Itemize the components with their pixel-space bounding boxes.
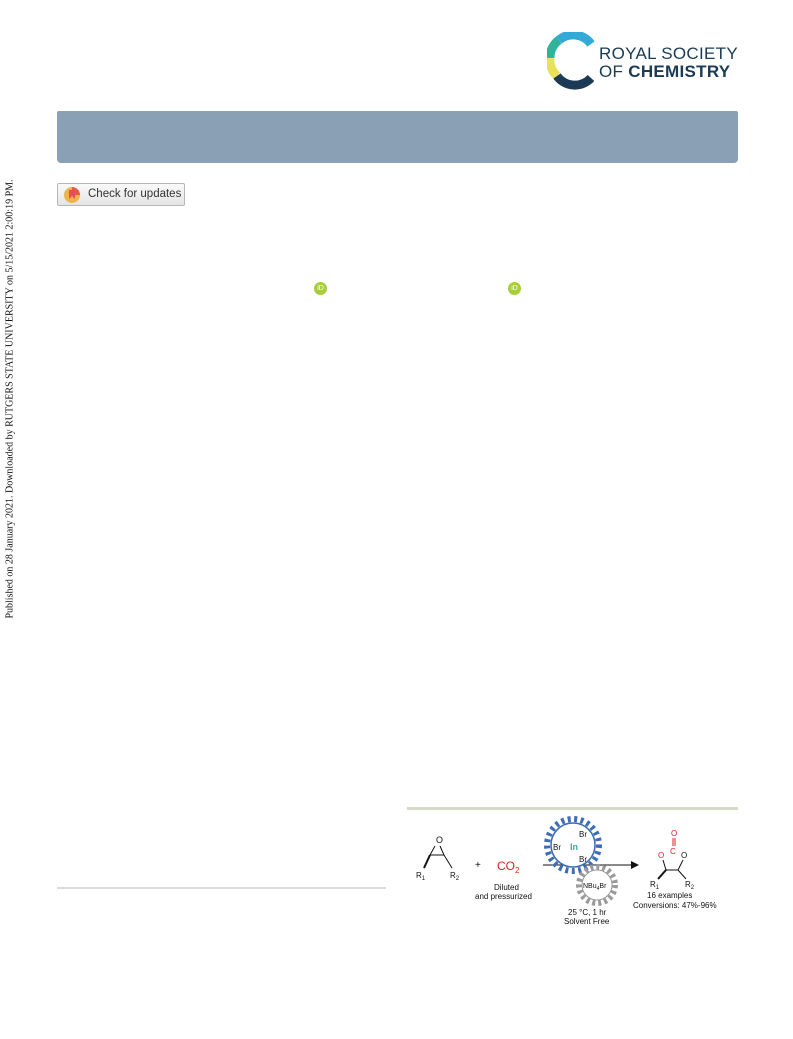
epoxide-structure (416, 835, 460, 882)
indium-catalyst (547, 819, 599, 871)
co2-note-1: Diluted (494, 883, 519, 892)
product-ring-oxygen-left: O (658, 851, 665, 860)
reaction-conditions-1: 25 °C, 1 hr (568, 908, 607, 917)
orcid-icon[interactable]: iD (508, 282, 521, 295)
examples-count: 16 examples (647, 891, 693, 900)
publisher-line-2: OF CHEMISTRY (599, 62, 731, 81)
catalyst-br-bottom: Br (579, 855, 587, 864)
rsc-logo[interactable] (547, 32, 742, 90)
header-banner (57, 111, 738, 163)
catalyst-br-left: Br (553, 843, 561, 852)
plus-sign: + (475, 860, 481, 871)
co2-note-2: and pressurized (475, 892, 532, 901)
download-notice (2, 160, 18, 638)
check-for-updates-button[interactable] (57, 183, 185, 206)
epoxide-r1: $R_1$ (416, 871, 426, 882)
epoxide-r2: $R_2$ (450, 871, 460, 882)
graphical-abstract-rule (407, 807, 738, 810)
catalyst-metal: In (570, 842, 578, 852)
product-carbon: C (670, 847, 676, 856)
cocatalyst-label: NBu$_4$Br (583, 883, 607, 892)
check-for-updates-label: Check for updates (88, 188, 182, 200)
product-exo-oxygen: O (671, 829, 678, 838)
catalyst-br-top: Br (579, 830, 587, 839)
crossmark-icon (62, 186, 82, 204)
reaction-conditions-2: Solvent Free (564, 917, 610, 926)
cyclic-carbonate-structure (650, 829, 695, 891)
conversions-range: Conversions: 47%-96% (633, 901, 717, 910)
product-r2: $R_2$ (685, 880, 695, 891)
rsc-logo-icon (547, 32, 599, 90)
co2-label: $CO_2$ (497, 859, 520, 875)
graphical-abstract (407, 815, 738, 935)
download-notice-text: Published on 28 January 2021. Downloaded by RUTGERS STATE UNIVERSITY on 5/15/2021 2:00:19 PM. (4, 179, 16, 619)
product-r1: $R_1$ (650, 880, 660, 891)
epoxide-oxygen: O (436, 835, 444, 845)
section-divider (57, 887, 386, 889)
publisher-line-1: ROYAL SOCIETY (599, 44, 738, 63)
orcid-icon[interactable]: iD (314, 282, 327, 295)
product-ring-oxygen-right: O (681, 851, 688, 860)
nbu4br-cocatalyst (579, 867, 615, 903)
